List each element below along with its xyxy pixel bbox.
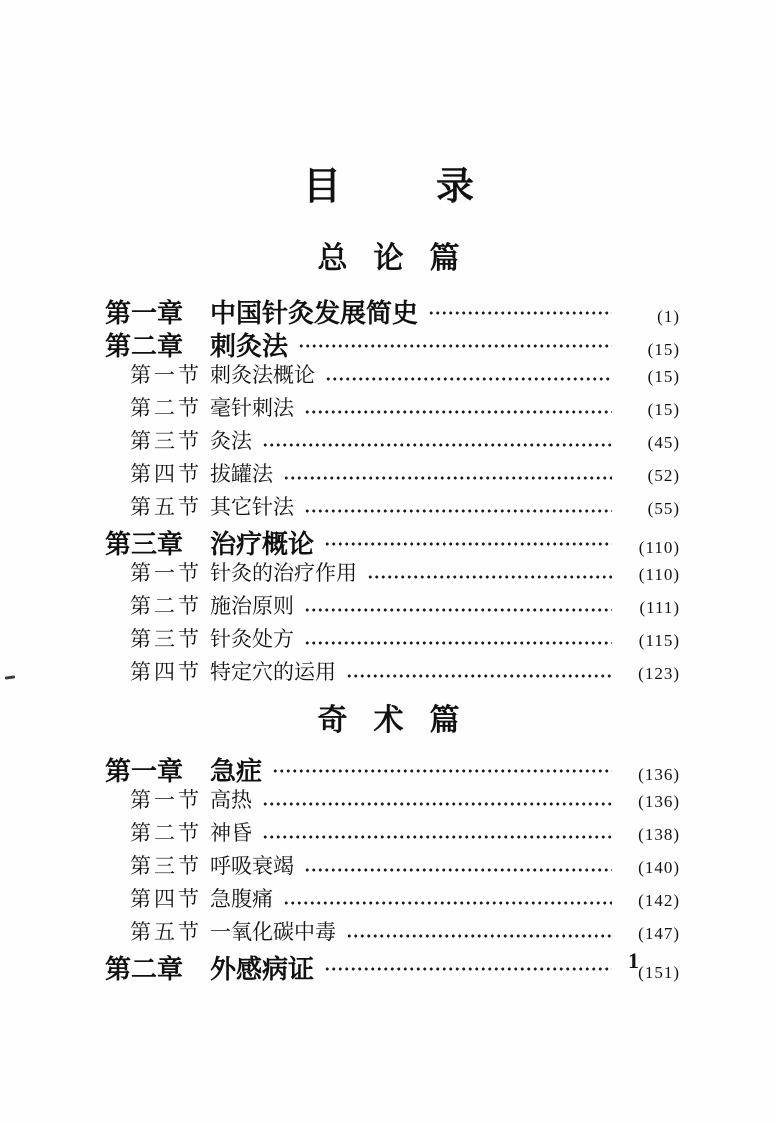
toc-entry	[0, 359, 777, 392]
toc-entry-page: (55)	[647, 499, 680, 518]
toc-entry-page: (147)	[638, 924, 680, 943]
toc-leader-dots	[304, 607, 612, 613]
toc-entry-title: 中国针灸发展简史	[210, 298, 419, 328]
toc-leader-dots	[262, 442, 612, 448]
toc-entry	[0, 557, 777, 590]
toc-leader-dots	[304, 508, 612, 514]
toc-entry-title: 毫针刺法	[210, 396, 294, 420]
toc-leader-dots	[428, 310, 612, 316]
toc-entry-page: (110)	[638, 565, 680, 584]
toc-leader-dots	[367, 574, 612, 580]
toc-entry-label: 第二节	[130, 594, 202, 618]
toc-entry-title: 针灸处方	[210, 627, 294, 651]
toc-entry-page: (52)	[647, 466, 680, 485]
toc-entry-label: 第三章	[105, 529, 184, 559]
toc-entry-page: (138)	[638, 825, 680, 844]
toc-leader-dots	[304, 640, 612, 646]
toc-entry	[0, 883, 777, 916]
toc-leader-dots	[283, 900, 612, 906]
toc-entry	[0, 293, 777, 326]
toc-entry	[0, 524, 777, 557]
toc-leader-dots	[262, 801, 612, 807]
toc-entry	[0, 458, 777, 491]
toc-entry-label: 第四节	[130, 660, 202, 684]
toc-entry-label: 第一章	[105, 756, 184, 786]
toc-leader-dots	[324, 966, 612, 972]
toc-entry-label: 第四节	[130, 462, 202, 486]
toc-entry-title: 急症	[210, 756, 263, 786]
part-entries	[0, 293, 777, 689]
part-heading: 总论篇	[317, 242, 486, 275]
toc-entry-label: 第四节	[130, 887, 202, 911]
toc-leader-dots	[262, 834, 612, 840]
toc-entry	[0, 656, 777, 689]
toc-entry-title: 施治原则	[210, 594, 294, 618]
toc-entry-page: (15)	[647, 400, 680, 419]
toc-entry-page: (123)	[638, 664, 680, 683]
toc-leader-dots	[325, 376, 612, 382]
toc-entry-page: (142)	[638, 891, 680, 910]
toc-entry-label: 第二章	[105, 954, 184, 984]
part-heading: 奇术篇	[317, 704, 486, 737]
toc-entry	[0, 326, 777, 359]
toc-entry	[0, 784, 777, 817]
toc-entry-page: (1)	[657, 307, 680, 326]
toc-entry	[0, 425, 777, 458]
toc-entry-title: 高热	[210, 788, 252, 812]
toc-entry-label: 第一节	[130, 561, 202, 585]
toc-entry-label: 第二节	[130, 821, 202, 845]
toc-leader-dots	[283, 475, 612, 481]
toc-entry	[0, 916, 777, 949]
toc-leader-dots	[272, 768, 612, 774]
toc-leader-dots	[324, 541, 612, 547]
page-title: 目录	[302, 166, 569, 208]
toc-leader-dots	[304, 409, 612, 415]
folio-page-number: 1	[628, 948, 639, 973]
toc-entry-page: (151)	[638, 963, 680, 982]
toc-entry-page: (15)	[647, 367, 680, 386]
toc-entry-title: 呼吸衰竭	[210, 854, 294, 878]
toc-entry-title: 刺灸法概论	[210, 363, 315, 387]
toc-entry-title: 针灸的治疗作用	[210, 561, 357, 585]
toc-entry-title: 刺灸法	[210, 331, 289, 361]
toc-entry-title: 神昏	[210, 821, 252, 845]
toc-leader-dots	[346, 673, 612, 679]
toc	[0, 233, 777, 982]
toc-entry-title: 外感病证	[210, 954, 315, 984]
toc-entry-label: 第三节	[130, 627, 202, 651]
toc-entry-title: 一氧化碳中毒	[210, 920, 336, 944]
toc-entry-page: (136)	[638, 792, 680, 811]
toc-entry	[0, 491, 777, 524]
part-entries	[0, 751, 777, 982]
toc-entry	[0, 751, 777, 784]
toc-entry	[0, 392, 777, 425]
toc-entry-page: (110)	[638, 538, 680, 557]
toc-entry-label: 第五节	[130, 495, 202, 519]
toc-part	[0, 233, 777, 689]
toc-entry-label: 第三节	[130, 854, 202, 878]
toc-entry	[0, 623, 777, 656]
toc-entry-title: 其它针法	[210, 495, 294, 519]
toc-entry-page: (111)	[639, 598, 680, 617]
toc-leader-dots	[304, 867, 612, 873]
toc-entry-page: (136)	[638, 765, 680, 784]
toc-entry-label: 第五节	[130, 920, 202, 944]
toc-entry-page: (115)	[638, 631, 680, 650]
toc-entry	[0, 817, 777, 850]
toc-entry-label: 第一章	[105, 298, 184, 328]
toc-entry	[0, 949, 777, 982]
toc-entry-title: 拔罐法	[210, 462, 273, 486]
toc-entry-page: (140)	[638, 858, 680, 877]
toc-entry-title: 急腹痛	[210, 887, 273, 911]
toc-entry-label: 第三节	[130, 429, 202, 453]
toc-entry-title: 治疗概论	[210, 529, 315, 559]
toc-entry-title: 灸法	[210, 429, 252, 453]
toc-leader-dots	[298, 343, 612, 349]
toc-entry	[0, 850, 777, 883]
toc-entry-label: 第一节	[130, 788, 202, 812]
toc-entry-page: (15)	[647, 340, 680, 359]
toc-entry-label: 第二章	[105, 331, 184, 361]
toc-part	[0, 695, 777, 982]
toc-leader-dots	[346, 933, 612, 939]
toc-entry-page: (45)	[647, 433, 680, 452]
toc-entry-label: 第二节	[130, 396, 202, 420]
toc-entry-title: 特定穴的运用	[210, 660, 336, 684]
toc-entry	[0, 590, 777, 623]
toc-entry-label: 第一节	[130, 363, 202, 387]
